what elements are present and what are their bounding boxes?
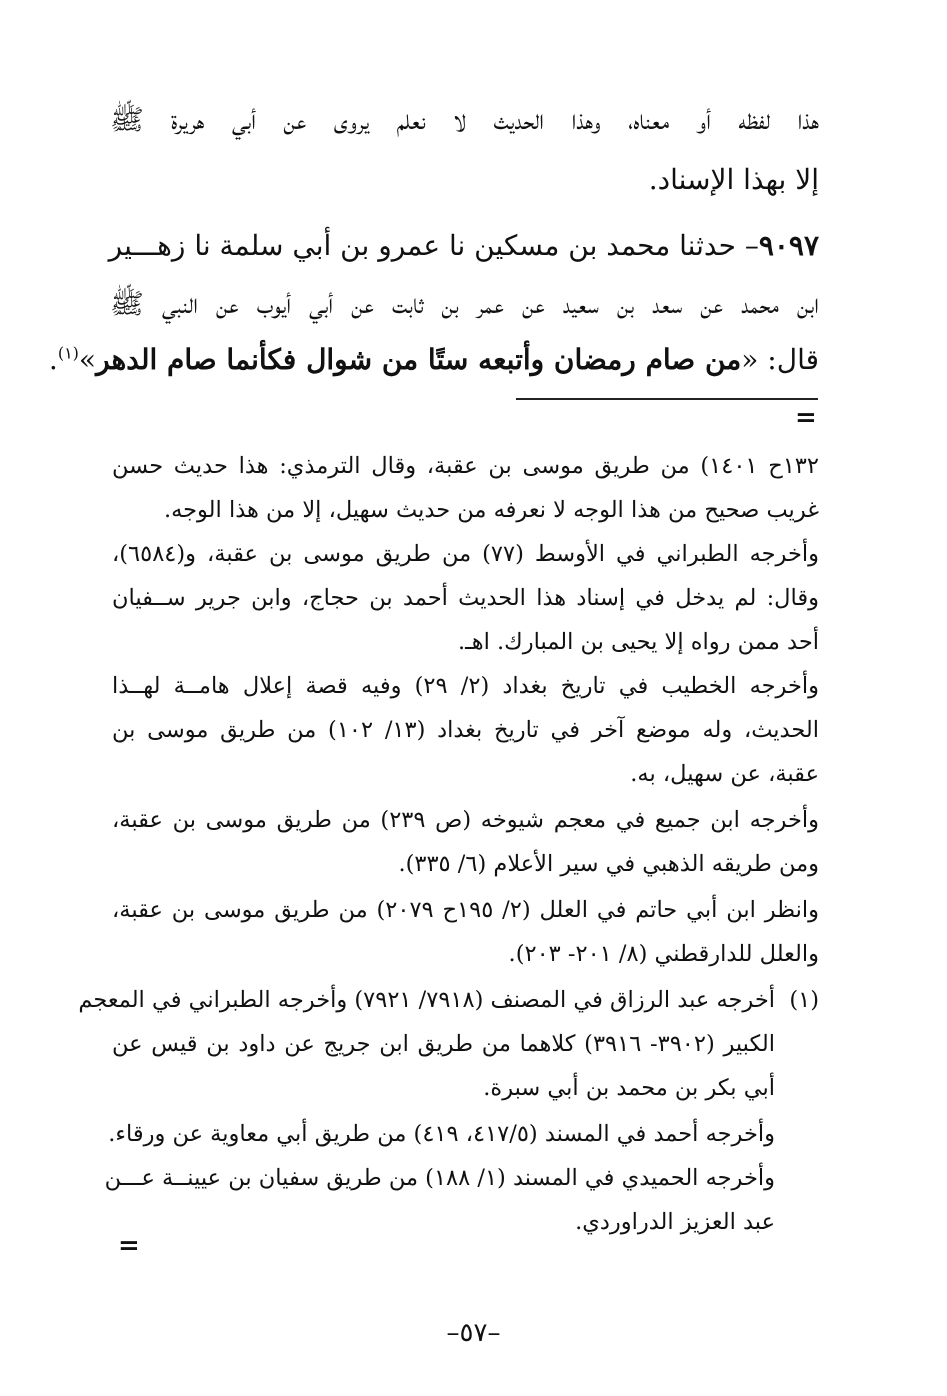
note-line: وأخرجه الخطيب في تاريخ بغداد (٢/ ٢٩) وفيه قصة إعلال هامــة لهــذا — [112, 673, 819, 699]
hadith-line-3 — [48, 340, 819, 380]
footnote-line: الكبير (٣٩٠٢- ٣٩١٦) كلاهما من طريق ابن جريج عن داود بن قيس عن — [112, 1031, 775, 1057]
hadith-chain-start: – حدثنا محمد بن مسكين نا عمرو بن أبي سلمة نا زهـــير — [108, 229, 759, 262]
note-line: ١٣٢ح ١٤٠١) من طريق موسى بن عقبة، وقال الترمذي: هذا حديث حسن — [112, 453, 819, 479]
continuation-marker-bottom: = — [118, 1231, 140, 1261]
hadith-line-1 — [110, 226, 819, 266]
note-line: أحد ممن رواه إلا يحيى بن المبارك. اهـ. — [458, 629, 819, 655]
note-line: ومن طريقه الذهبي في سير الأعلام (٦/ ٣٣٥). — [398, 851, 819, 877]
sentence-end: . — [48, 343, 58, 376]
note-line: وقال: لم يدخل في إسناد هذا الحديث أحمد بن حجاج، وابن جرير ســفيان — [112, 585, 819, 611]
footnote-line: أبي بكر بن محمد بن أبي سبرة. — [483, 1075, 775, 1101]
note-line: وأخرجه ابن جميع في معجم شيوخه (ص ٢٣٩) من طريق موسى بن عقبة، — [112, 807, 819, 833]
continuation-marker-top: = — [795, 403, 817, 433]
note-line: وانظر ابن أبي حاتم في العلل (٢/ ١٩٥ح ٢٠٧٩) من طريق موسى بن عقبة، — [112, 897, 820, 923]
note-line: وأخرجه الطبراني في الأوسط (٧٧) من طريق موسى بن عقبة، و(٦٥٨٤)، — [112, 541, 819, 567]
main-text-line-1: هذا لفظه أو معناه، وهذا الحديث لا نعلم يروى عن أبي هريرة ﷺ — [110, 103, 819, 136]
note-line: الحديث، وله موضع آخر في تاريخ بغداد (١٣/ ١٠٢) من طريق موسى بن — [112, 717, 819, 743]
hadith-quote: من صام رمضان وأتبعه ستًا من شوال فكأنما صام الدهر — [96, 343, 742, 376]
quote-prefix: قال: « — [741, 343, 819, 376]
main-text-line-2: إلا بهذا الإسناد. — [648, 163, 819, 196]
page-number: –٥٧– — [446, 1318, 501, 1348]
footnote-line: عبد العزيز الدراوردي. — [575, 1209, 775, 1235]
footnote-separator — [516, 398, 818, 400]
footnote-reference: (١) — [57, 343, 79, 363]
footnote-line: وأخرجه أحمد في المسند (٤١٧/٥، ٤١٩) من طريق أبي معاوية عن ورقاء. — [108, 1121, 775, 1147]
hadith-number: ٩٠٩٧ — [758, 229, 819, 262]
quote-suffix: » — [78, 343, 97, 376]
footnote-line: أخرجه عبد الرزاق في المصنف (٧٩١٨/ ٧٩٢١) وأخرجه الطبراني في المعجم — [78, 987, 775, 1013]
footnote-1-marker: (١) — [789, 987, 819, 1013]
note-line: غريب صحيح من هذا الوجه لا نعرفه من حديث سهيل، إلا من هذا الوجه. — [163, 497, 819, 523]
note-line: والعلل للدارقطني (٨/ ٢٠١- ٢٠٣). — [508, 941, 819, 967]
note-line: عقبة، عن سهيل، به. — [630, 761, 819, 787]
hadith-line-2: ابن محمد عن سعد بن سعيد عن عمر بن ثابت عن أبي أيوب عن النبي ﷺ — [110, 287, 819, 320]
footnote-line: وأخرجه الحميدي في المسند (١/ ١٨٨) من طريق سفيان بن عيينــة عـــن — [104, 1165, 775, 1191]
